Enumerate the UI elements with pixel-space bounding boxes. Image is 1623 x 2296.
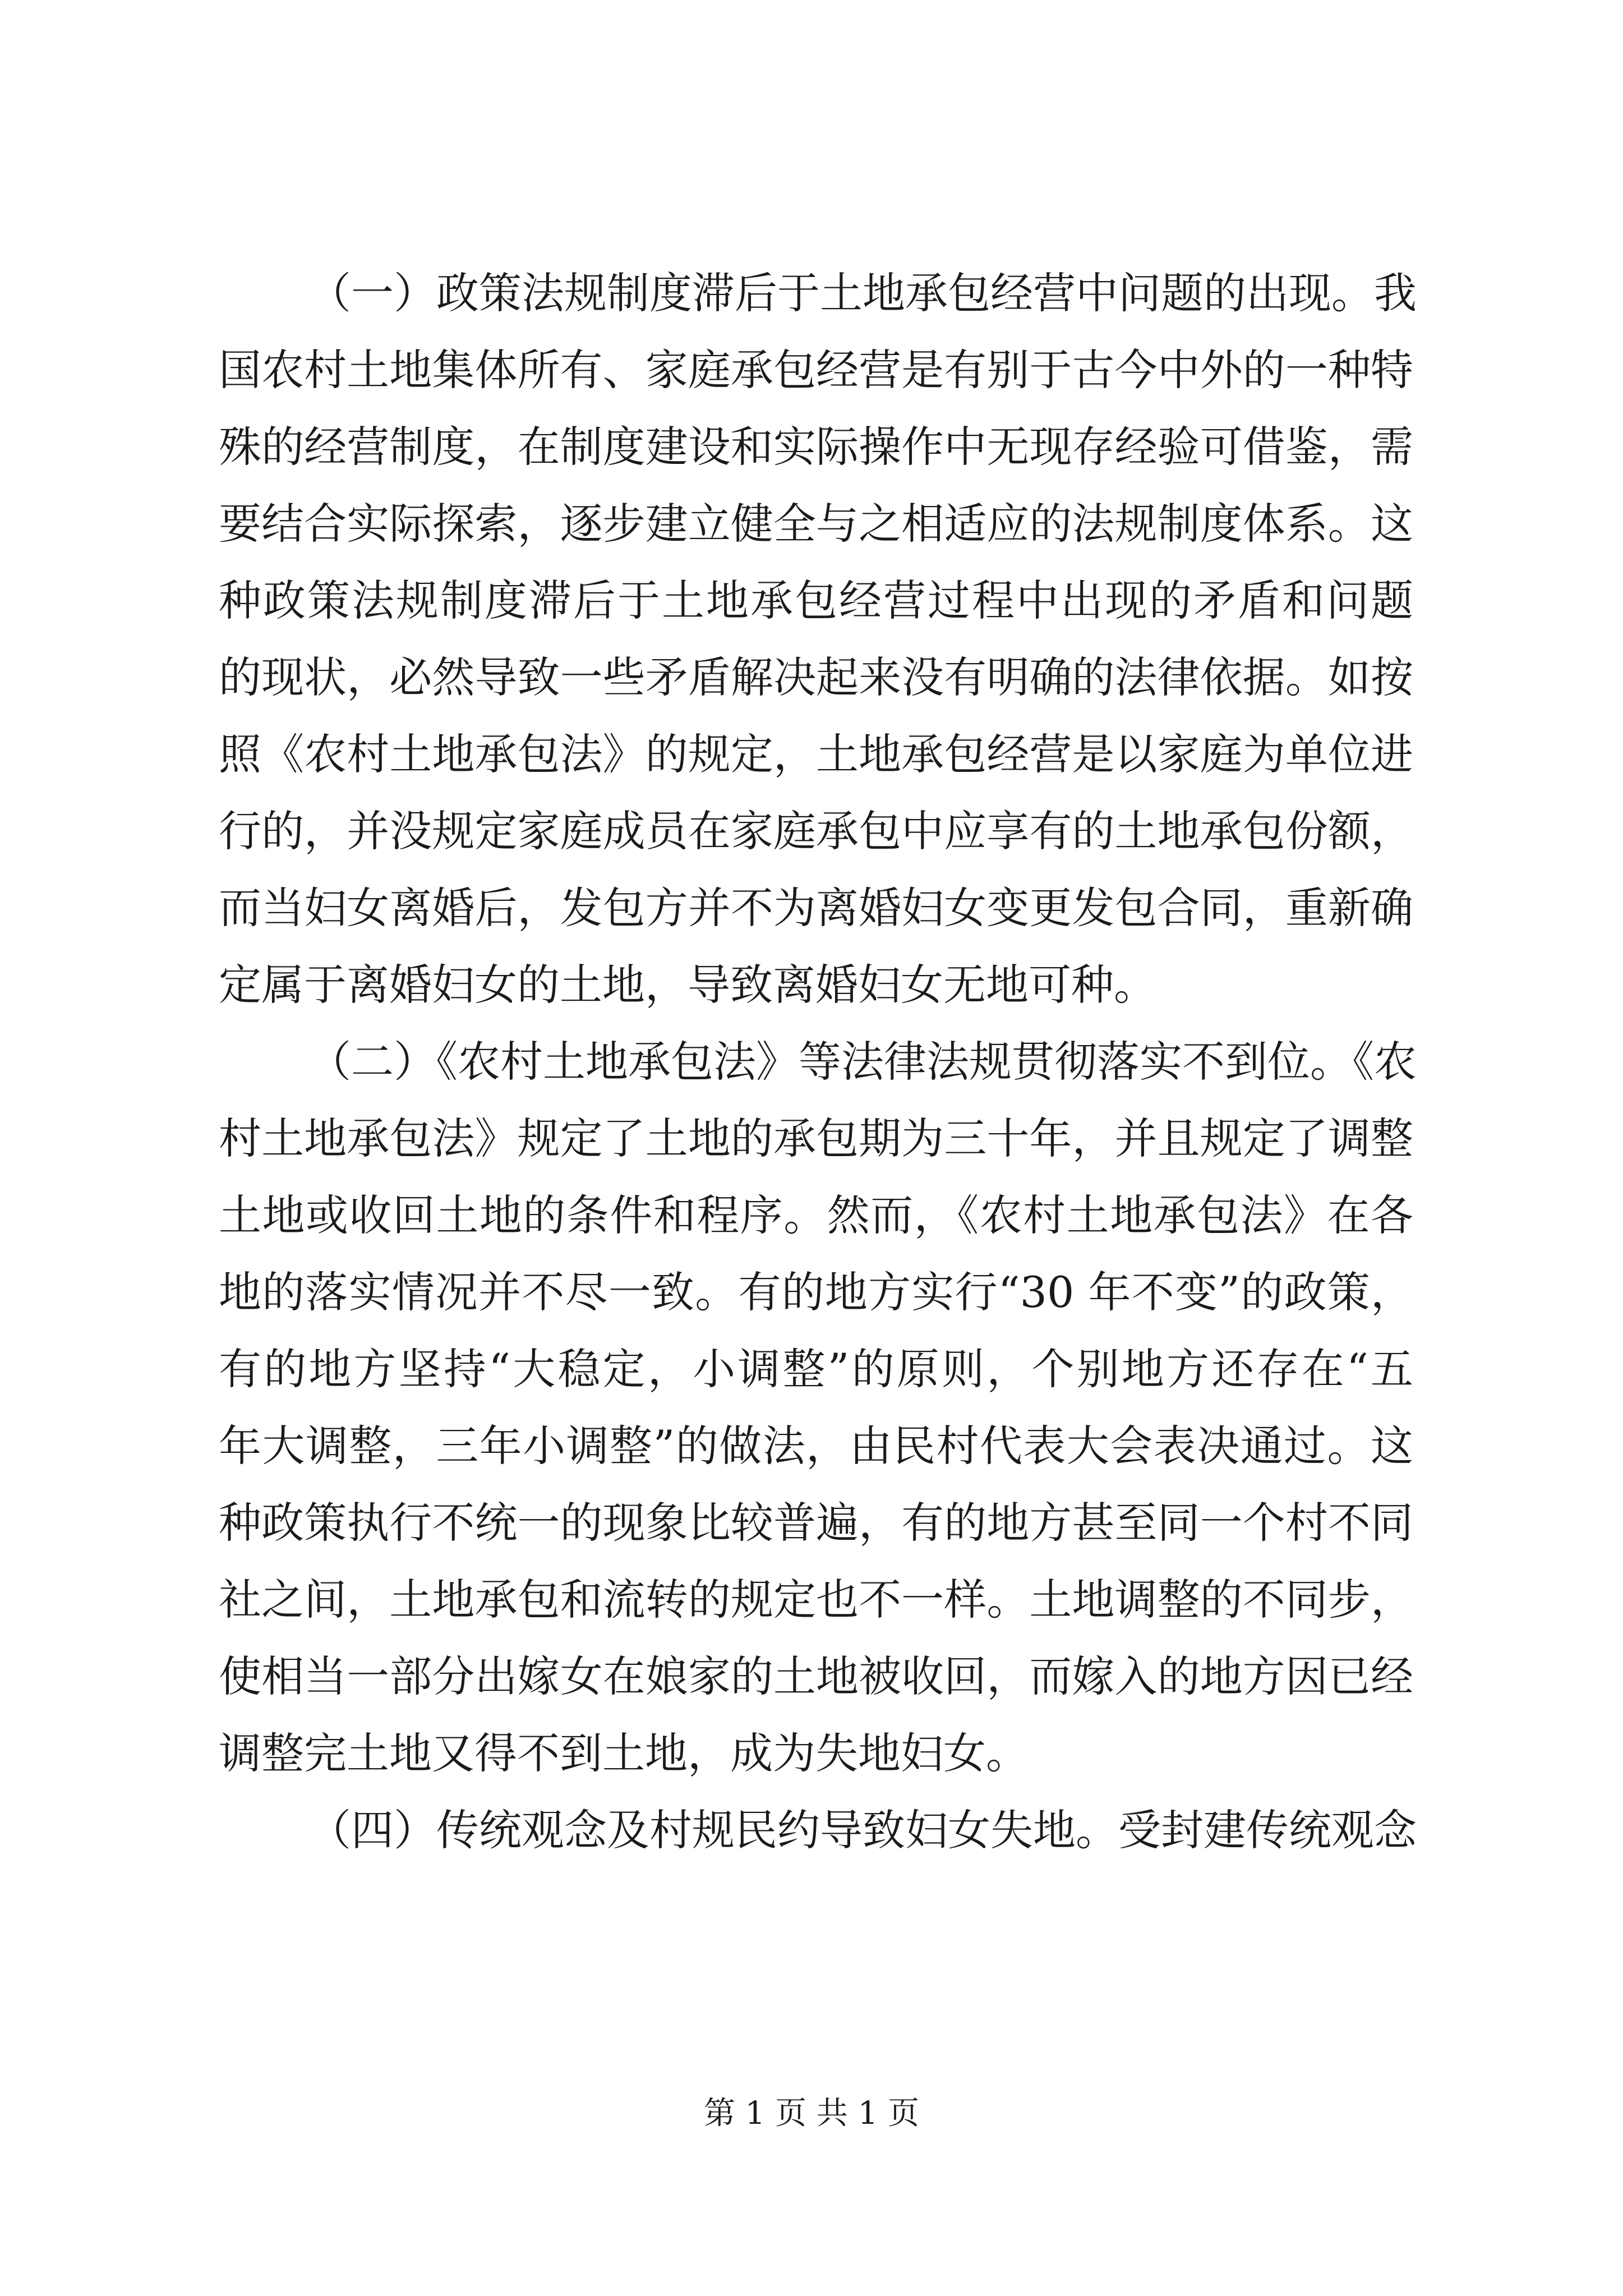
paragraph-1-line-9: 而当妇女离婚后，发包方并不为离婚妇女变更发包合同，重新确 — [219, 883, 1413, 933]
paragraph-1-line-1: （一）政策法规制度滞后于土地承包经营中问题的出现。我 — [308, 268, 1417, 318]
paragraph-1-line-10: 定属于离婚妇女的土地，导致离婚妇女无地可种。 — [219, 960, 1156, 1010]
paragraph-2-line-1: （二）《农村土地承包法》等法律法规贯彻落实不到位。《农 — [308, 1037, 1417, 1087]
paragraph-2-line-8: 社之间，土地承包和流转的规定也不一样。土地调整的不同步， — [219, 1575, 1413, 1625]
paragraph-1-line-3: 殊的经营制度，在制度建设和实际操作中无现存经验可借鉴，需 — [219, 422, 1413, 472]
paragraph-2-line-7: 种政策执行不统一的现象比较普遍，有的地方甚至同一个村不同 — [219, 1498, 1413, 1548]
paragraph-2-line-10: 调整完土地又得不到土地，成为失地妇女。 — [219, 1728, 1029, 1778]
paragraph-2-line-5: 有的地方坚持“大稳定，小调整”的原则，个别地方还存在“五 — [219, 1344, 1413, 1394]
paragraph-1-line-7: 照《农村土地承包法》的规定，土地承包经营是以家庭为单位进 — [219, 729, 1413, 779]
paragraph-1-line-2: 国农村土地集体所有、家庭承包经营是有别于古今中外的一种特 — [219, 345, 1413, 395]
paragraph-2-line-9: 使相当一部分出嫁女在娘家的土地被收回，而嫁入的地方因已经 — [219, 1651, 1413, 1701]
paragraph-1-line-5: 种政策法规制度滞后于土地承包经营过程中出现的矛盾和问题 — [219, 576, 1413, 625]
paragraph-1-line-4: 要结合实际探索，逐步建立健全与之相适应的法规制度体系。这 — [219, 499, 1413, 549]
paragraph-2-line-3: 土地或收回土地的条件和程序。然而，《农村土地承包法》在各 — [219, 1190, 1413, 1240]
paragraph-2-line-4: 地的落实情况并不尽一致。有的地方实行“30 年不变”的政策， — [219, 1267, 1413, 1317]
paragraph-2-line-6: 年大调整，三年小调整”的做法，由民村代表大会表决通过。这 — [219, 1421, 1413, 1471]
paragraph-1-line-6: 的现状，必然导致一些矛盾解决起来没有明确的法律依据。如按 — [219, 652, 1413, 702]
paragraph-1-line-8: 行的，并没规定家庭成员在家庭承包中应享有的土地承包份额， — [219, 806, 1413, 856]
paragraph-2-line-2: 村土地承包法》规定了土地的承包期为三十年，并且规定了调整 — [219, 1114, 1413, 1163]
page-footer: 第 1 页 共 1 页 — [703, 2095, 920, 2132]
paragraph-3-line-1: （四）传统观念及村规民约导致妇女失地。受封建传统观念 — [308, 1805, 1417, 1855]
